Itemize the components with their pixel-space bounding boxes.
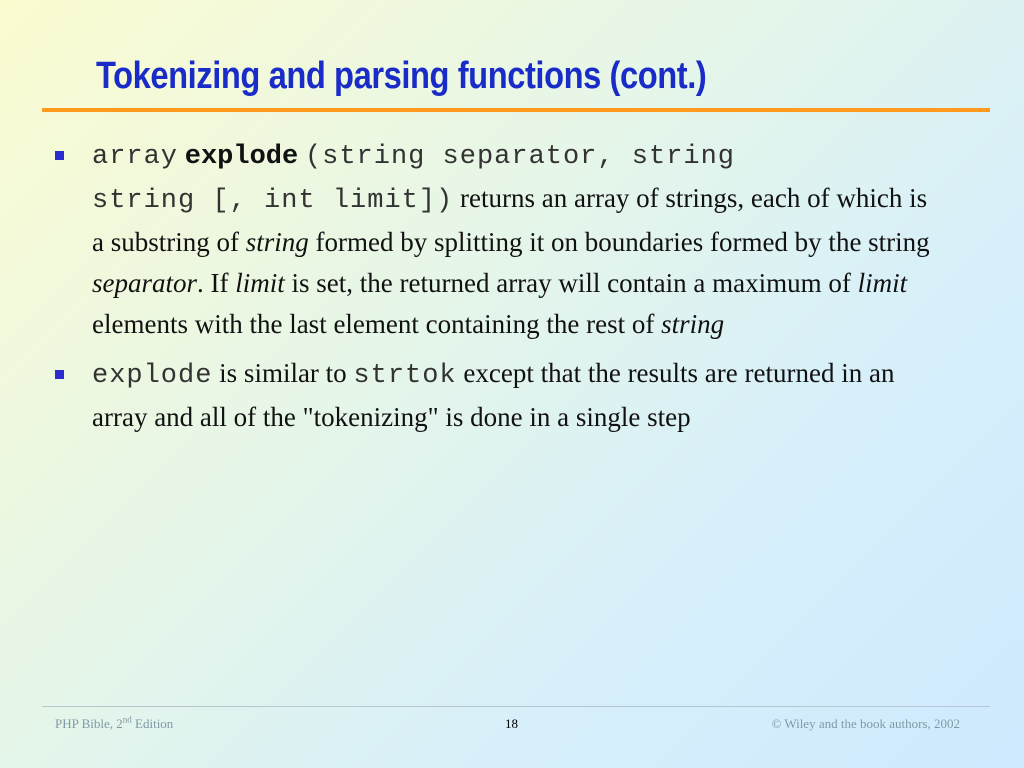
bullet-text: is similar to bbox=[219, 358, 347, 388]
footer-book-suffix: Edition bbox=[131, 716, 174, 731]
bullet-explode-signature bbox=[0, 134, 1024, 345]
bullet-text: except that the results are returned in an array and all of the "tokenizing" is done in a single step bbox=[92, 358, 895, 432]
footer-divider bbox=[42, 706, 990, 707]
bullet-text: is set, the returned array will contain a maximum of bbox=[291, 268, 851, 298]
emphasis-text: separator bbox=[92, 268, 198, 298]
bullet-list bbox=[0, 134, 1024, 438]
code-params-line1: (string separator, string bbox=[304, 142, 736, 172]
code-explode: explode bbox=[92, 361, 213, 391]
square-bullet-icon bbox=[55, 370, 64, 379]
emphasis-text: string bbox=[245, 227, 309, 257]
emphasis-text: string bbox=[661, 309, 725, 339]
code-params-line2: string [, int limit]) bbox=[92, 186, 454, 216]
footer-copyright: © Wiley and the book authors, 2002 bbox=[771, 716, 960, 731]
bullet-text: formed by splitting it on boundaries formed by the string bbox=[315, 227, 930, 257]
footer-book-sup: nd bbox=[122, 714, 132, 725]
bullet-text: elements with the last element containing the rest of bbox=[92, 309, 655, 339]
bullet-text: returns an array of strings, each of which is a substring of bbox=[92, 183, 928, 257]
slide-title: Tokenizing and parsing functions (cont.) bbox=[96, 55, 707, 97]
code-return-type: array bbox=[92, 142, 179, 172]
bullet-text: . If bbox=[197, 268, 229, 298]
emphasis-text: limit bbox=[857, 268, 908, 298]
code-function-name: explode bbox=[184, 142, 299, 172]
square-bullet-icon bbox=[55, 151, 64, 160]
emphasis-text: limit bbox=[235, 268, 285, 298]
page-number: 18 bbox=[505, 716, 518, 731]
title-underline bbox=[42, 108, 990, 112]
bullet-explode-vs-strtok bbox=[0, 353, 1024, 438]
code-strtok: strtok bbox=[353, 361, 457, 391]
footer-book-title bbox=[55, 716, 173, 732]
footer-book-prefix: PHP Bible, 2 bbox=[55, 716, 123, 731]
